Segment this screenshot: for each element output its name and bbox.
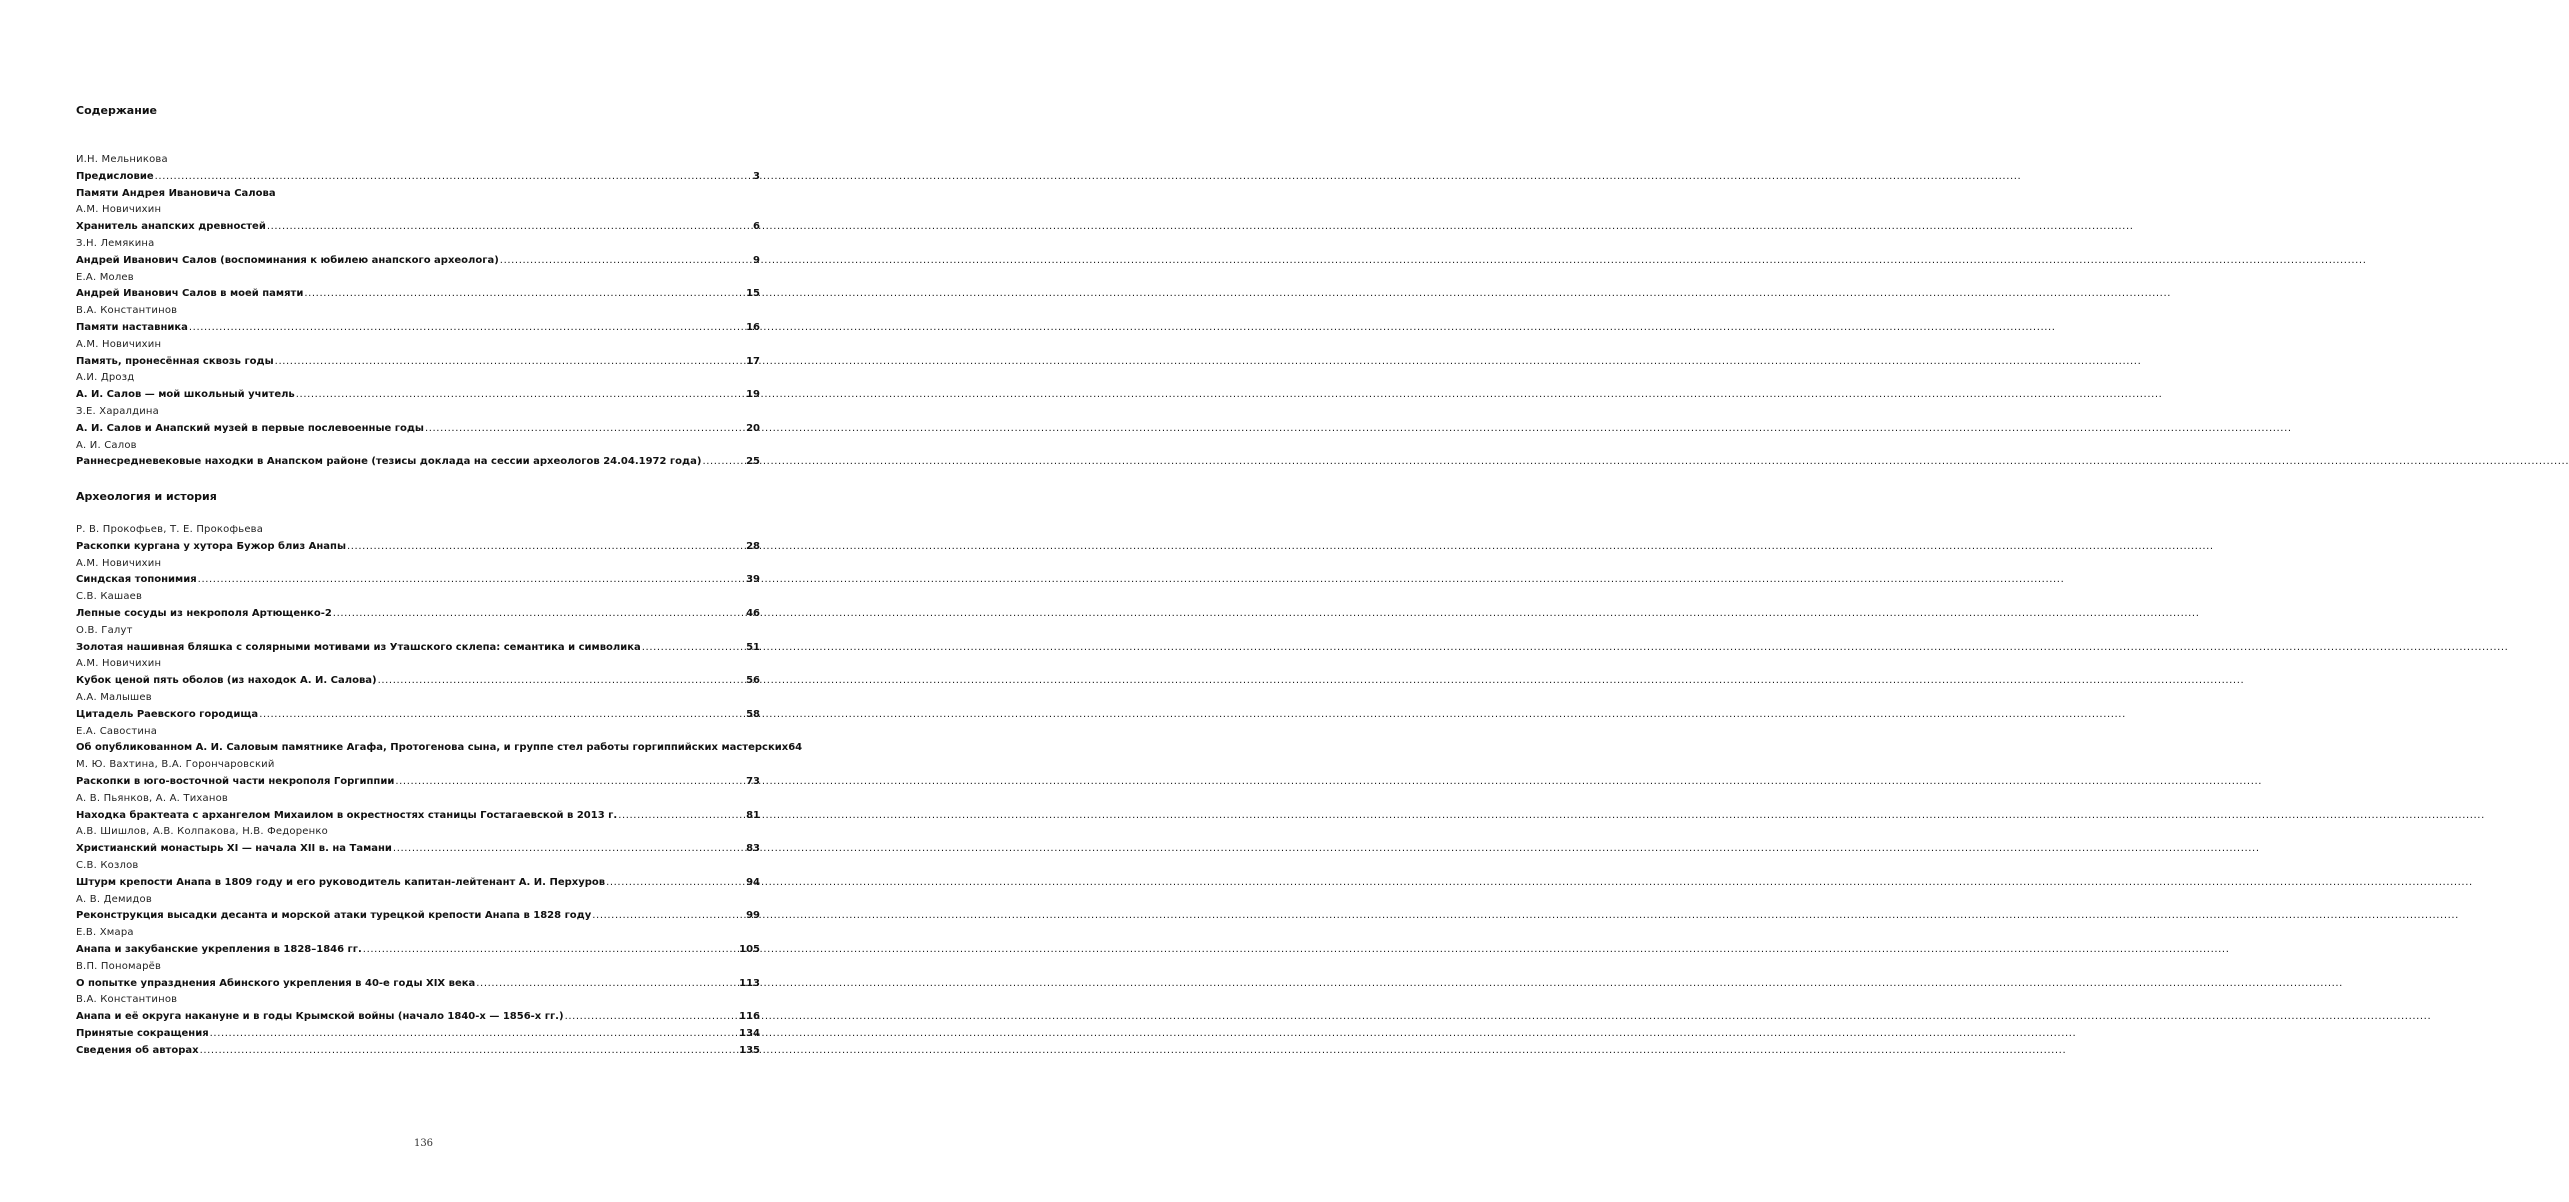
toc-author: М. Ю. Вахтина, В.А. Горончаровский	[76, 759, 275, 771]
toc-author: Е.А. Молев	[76, 271, 134, 283]
toc-author: А.М. Новичихин	[76, 204, 162, 216]
toc-page-number: 39	[746, 574, 760, 586]
toc-page-number: 99	[746, 910, 760, 922]
toc-entry[interactable]	[76, 707, 760, 724]
toc-entry-title: Находка брактеата с архангелом Михаилом в окрестностях станицы Гостагаевской в 2013 г.	[76, 809, 618, 821]
toc-author: А.М. Новичихин	[76, 557, 162, 569]
toc-entry-title: А. И. Салов и Анапский музей в первые послевоенные годы	[76, 422, 424, 434]
toc-entry[interactable]	[76, 572, 760, 589]
toc-author: А.М. Новичихин	[76, 658, 162, 670]
toc-author: А.М. Новичихин	[76, 338, 162, 350]
toc-entry-title: Христианский монастырь XI — начала XII в. на Тамани	[76, 843, 392, 855]
toc-entry-title: Штурм крепости Анапа в 1809 году и его руководитель капитан-лейтенант А. И. Перхуров	[76, 876, 606, 888]
toc-entry[interactable]	[76, 320, 760, 337]
toc-leader-dots	[702, 454, 745, 471]
toc-title: Содержание	[76, 104, 157, 117]
toc-author: В.П. Пономарёв	[76, 960, 162, 972]
toc-page-number: 81	[746, 809, 760, 821]
toc-entry[interactable]	[76, 875, 760, 892]
toc-page-number: 116	[739, 1011, 760, 1023]
toc-page-number: 135	[739, 1044, 760, 1056]
toc-entry-title: Памяти Андрея Ивановича Салова	[76, 187, 276, 199]
toc-author: З.Е. Харалдина	[76, 405, 159, 417]
toc-leader-dots	[333, 606, 745, 623]
toc-author: А.А. Малышев	[76, 691, 152, 703]
toc-leader-dots	[210, 1026, 738, 1043]
toc-author: А.И. Дрозд	[76, 372, 135, 384]
toc-entry-title: Андрей Иванович Салов (воспоминания к юбилею анапского археолога)	[76, 254, 499, 266]
toc-leader-dots	[565, 1009, 739, 1026]
toc-author: В.А. Константинов	[76, 305, 178, 317]
toc-author: Р. В. Прокофьев, Т. Е. Прокофьева	[76, 524, 264, 535]
toc-entry[interactable]	[76, 421, 760, 438]
toc-entry[interactable]	[76, 1026, 760, 1043]
toc-author: А. В. Демидов	[76, 893, 152, 905]
toc-page-number: 73	[746, 775, 760, 787]
toc-leader-dots	[476, 976, 738, 993]
toc-entry-title: Анапа и её округа накануне и в годы Крымской войны (начало 1840-х — 1856-х гг.)	[76, 1011, 564, 1023]
toc-author: Е.В. Хмара	[76, 927, 134, 939]
toc-page-number: 20	[746, 422, 760, 434]
toc-page-number: 9	[753, 254, 760, 266]
toc-author: З.Н. Лемякина	[76, 237, 155, 249]
toc-entry[interactable]	[76, 539, 760, 556]
toc-leader-dots	[198, 572, 745, 589]
toc-entry-title: Память, пронесённая сквозь годы	[76, 355, 274, 367]
toc-entry-title: Анапа и закубанские укрепления в 1828–1846 гг.	[76, 943, 362, 955]
toc-author: Е.А. Савостина	[76, 725, 158, 737]
toc-entry-title: Раннесредневековые находки в Анапском районе (тезисы доклада на сессии археологов 24.04.1972 года)	[76, 456, 702, 468]
toc-entry[interactable]	[76, 942, 760, 959]
toc-entry[interactable]	[76, 387, 760, 404]
toc-leader-dots	[200, 1043, 739, 1060]
toc-entry[interactable]	[76, 1043, 760, 1060]
toc-leader-dots	[267, 219, 752, 236]
toc-leader-dots	[606, 875, 745, 892]
toc-section-salov	[76, 152, 760, 471]
toc-leader-dots	[618, 808, 745, 825]
toc-entry[interactable]	[76, 286, 760, 303]
toc-entry-title: Андрей Иванович Салов в моей памяти	[76, 288, 304, 300]
toc-entry-title: Раскопки в юго-восточной части некрополя Горгиппии	[76, 775, 395, 787]
toc-entry[interactable]	[76, 454, 760, 471]
toc-page-number: 6	[753, 221, 760, 233]
toc-leader-dots	[304, 286, 745, 303]
toc-leader-dots	[189, 320, 745, 337]
toc-leader-dots	[259, 707, 745, 724]
toc-page-number: 46	[746, 607, 760, 619]
toc-page-number: 17	[746, 355, 760, 367]
toc-author: С.В. Кашаев	[76, 591, 143, 603]
toc-page-number: 64	[788, 742, 803, 754]
toc-leader-dots	[393, 841, 745, 858]
toc-page-number: 83	[746, 843, 760, 855]
toc-page-number: 16	[746, 321, 760, 333]
toc-entry-title: Памяти наставника	[76, 321, 188, 333]
toc-leader-dots	[642, 640, 745, 657]
toc-page-number: 134	[739, 1027, 760, 1039]
toc-entry-title: Раскопки кургана у хутора Бужор близ Анапы	[76, 540, 346, 552]
toc-entry[interactable]	[76, 606, 760, 623]
toc-entry-title: Об опубликованном А. И. Саловым памятнике Агафа, Протогенова сына, и группе стел работы горгиппийских мастерских	[76, 742, 789, 754]
toc-entry[interactable]	[76, 740, 803, 757]
toc-author: В.А. Константинов	[76, 994, 178, 1006]
toc-entry[interactable]	[76, 169, 760, 186]
toc-page-number: 25	[746, 456, 760, 468]
toc-entry-title: Золотая нашивная бляшка с солярными мотивами из Уташского склепа: семантика и символика	[76, 641, 641, 653]
toc-leader-dots	[347, 539, 745, 556]
toc-page-number: 105	[739, 943, 760, 955]
toc-section-archaeology	[76, 522, 803, 1060]
toc-page-number: 28	[746, 540, 760, 552]
toc-entry-title: Кубок ценой пять оболов (из находок А. И. Салова)	[76, 675, 377, 687]
toc-page-number: 58	[746, 708, 760, 720]
toc-page-number: 113	[739, 977, 760, 989]
toc-entry-title: Сведения об авторах	[76, 1044, 199, 1056]
toc-entry[interactable]	[76, 219, 760, 236]
toc-leader-dots	[592, 908, 745, 925]
toc-entry-title: А. И. Салов — мой школьный учитель	[76, 389, 295, 401]
toc-leader-dots	[363, 942, 738, 959]
toc-leader-dots	[275, 354, 745, 371]
toc-entry-title: Синдская топонимия	[76, 574, 197, 586]
toc-author: А. И. Салов	[76, 439, 137, 451]
toc-page-number: 15	[746, 288, 760, 300]
toc-entry[interactable]	[76, 841, 760, 858]
toc-entry[interactable]	[76, 186, 760, 203]
toc-entry-title: Хранитель анапских древностей	[76, 221, 266, 233]
toc-entry[interactable]	[76, 908, 760, 925]
toc-entry-title: Цитадель Раевского городища	[76, 708, 259, 720]
toc-entry[interactable]	[76, 976, 760, 993]
toc-page-number: 19	[746, 389, 760, 401]
toc-author: А.В. Шишлов, А.В. Колпакова, Н.В. Федоренко	[76, 826, 328, 838]
toc-entry-title: О попытке упразднения Абинского укрепления в 40-е годы XIX века	[76, 977, 476, 989]
toc-leader-dots	[378, 673, 745, 690]
toc-page-number: 51	[746, 641, 760, 653]
toc-leader-dots	[500, 253, 752, 270]
page-number: 136	[413, 1138, 434, 1149]
toc-leader-dots	[425, 421, 745, 438]
toc-author: О.В. Галут	[76, 624, 133, 636]
toc-author: И.Н. Мельникова	[76, 154, 168, 165]
toc-entry[interactable]	[76, 673, 760, 690]
toc-entry-title: Принятые сокращения	[76, 1027, 209, 1039]
toc-entry[interactable]	[76, 640, 760, 657]
toc-author: С.В. Козлов	[76, 859, 139, 871]
toc-entry[interactable]	[76, 354, 760, 371]
toc-entry-title: Лепные сосуды из некрополя Артющенко-2	[76, 607, 332, 619]
toc-leader-dots	[395, 774, 745, 791]
toc-entry[interactable]	[76, 253, 760, 270]
toc-page-number: 94	[746, 876, 760, 888]
toc-leader-dots	[155, 169, 752, 186]
toc-page-number: 3	[753, 170, 760, 182]
toc-leader-dots	[296, 387, 745, 404]
toc-entry[interactable]	[76, 774, 760, 791]
toc-author: А. В. Пьянков, А. А. Тиханов	[76, 792, 228, 804]
section-title-archaeology: Археология и история	[76, 490, 217, 503]
toc-entry[interactable]	[76, 1009, 760, 1026]
toc-entry-title: Предисловие	[76, 170, 154, 182]
toc-entry[interactable]	[76, 808, 760, 825]
toc-page-number: 56	[746, 675, 760, 687]
toc-entry-title: Реконструкция высадки десанта и морской атаки турецкой крепости Анапа в 1828 году	[76, 910, 592, 922]
